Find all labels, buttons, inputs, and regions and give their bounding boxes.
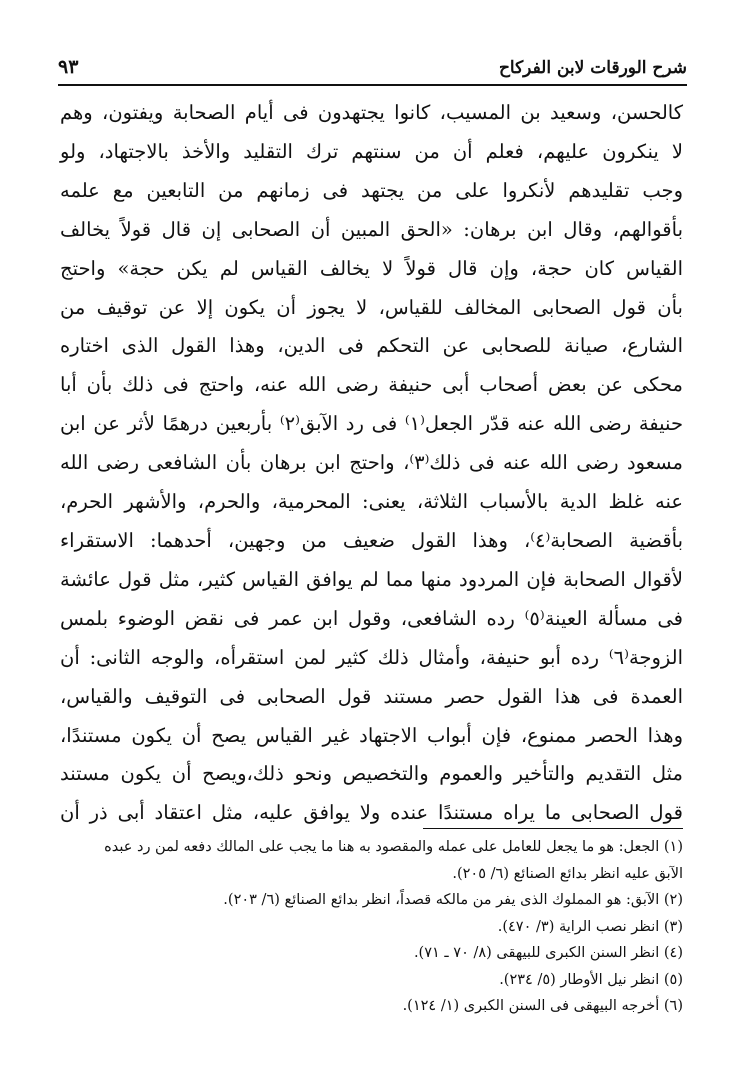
text-line: وجب تقليدهم لأنكروا على من يجتهد فى زمانهم من التابعين مع علمه — [60, 178, 684, 202]
footnote: (٤) انظر السنن الكبرى للبيهقى (٨/ ٧٠ ـ ٧١). — [413, 945, 683, 961]
footnote-separator — [423, 828, 683, 829]
text-line: بأقضية الصحابة⁽٤⁾، وهذا القول ضعيف من وجهين، أحدهما: الاستقراء — [60, 528, 684, 552]
running-title: شرح الورقات لابن الفركاح — [498, 58, 687, 78]
text-line: قول الصحابى ما يراه مستندًا عنده ولا يوافق عليه، مثل اعتقاد أبى ذر أن — [60, 801, 683, 825]
text-line: بأن قول الصحابى المخالف للقياس، لا يجوز أن يكون إلا عن توقيف من — [60, 295, 683, 319]
page-number: ٩٣ — [58, 56, 79, 78]
text-line: الشارع، صيانة للصحابى عن التحكم فى الدين، وهذا القول الذى اختاره — [60, 334, 683, 358]
text-line: مسعود رضى الله عنه فى ذلك⁽٣⁾، واحتج ابن برهان بأن الشافعى رضى الله — [60, 451, 683, 475]
text-line: فى مسألة العينة⁽٥⁾ رده الشافعى، وقول ابن عمر فى نقض الوضوء بلمس — [60, 606, 683, 630]
footnote: (٢) الآبق: هو المملوك الذى يفر من مالكه قصداً، انظر بدائع الصنائع (٦/ ٢٠٣). — [223, 892, 683, 908]
text-line: بأقوالهم، وقال ابن برهان: «الحق المبين أن الصحابى إن قال قولاً يخالف — [60, 217, 683, 241]
footnote: الآبق عليه انظر بدائع الصنائع (٦/ ٢٠٥). — [452, 865, 683, 882]
footnotes — [60, 834, 683, 1020]
footnote: (٥) انظر نيل الأوطار (٥/ ٢٣٤). — [499, 971, 683, 988]
footnote: (٣) انظر نصب الراية (٣/ ٤٧٠). — [497, 918, 683, 935]
footnote: (٦) أخرجه البيهقى فى السنن الكبرى (١/ ١٢٤). — [402, 998, 683, 1014]
text-line: مثل التقديم والتأخير والعموم والتخصيص ونحو ذلك،ويصح أن يكون مستند — [60, 762, 683, 786]
footnote: (١) الجعل: هو ما يجعل للعامل على عمله والمقصود به هنا ما يجب على المالك دفعه لمن رد عبده — [104, 839, 683, 855]
text-line: لأقوال الصحابة فإن المردود منها مما لم يوافق القياس كثير، مثل قول عائشة — [60, 567, 683, 591]
text-line: لا ينكرون عليهم، فعلم أن من سنتهم ترك التقليد والأخذ بالاجتهاد، ولو — [60, 139, 683, 163]
header-rule — [58, 84, 687, 86]
text-line: وهذا الحصر ممنوع، فإن أبواب الاجتهاد غير القياس يصح أن يكون مستندًا، — [60, 723, 683, 747]
text-line: كالحسن، وسعيد بن المسيب، كانوا يجتهدون فى أيام الصحابة ويفتون، وهم — [60, 101, 683, 124]
text-line: حنيفة رضى الله عنه قدّر الجعل⁽١⁾ فى رد الآبق⁽٢⁾ بأربعين درهمًا لأثر عن ابن — [60, 412, 683, 436]
text-line: محكى عن بعض أصحاب أبى حنيفة رضى الله عنه، واحتج فى ذلك بأن أبا — [60, 373, 683, 397]
text-line: العمدة فى هذا القول حصر مستند قول الصحابى فى التوقيف والقياس، — [60, 684, 683, 708]
text-line: الزوجة⁽٦⁾ رده أبو حنيفة، وأمثال ذلك كثير لمن استقرأه، والوجه الثانى: أن — [60, 645, 683, 669]
text-line: القياس كان حجة، وإن قال قولاً لا يخالف القياس لم يكن حجة» واحتج — [60, 256, 683, 280]
page-header — [58, 52, 687, 78]
main-text — [60, 94, 683, 833]
text-line: عنه غلظ الدية بالأسباب الثلاثة، يعنى: المحرمية، والحرم، والأشهر الحرم، — [60, 490, 683, 514]
